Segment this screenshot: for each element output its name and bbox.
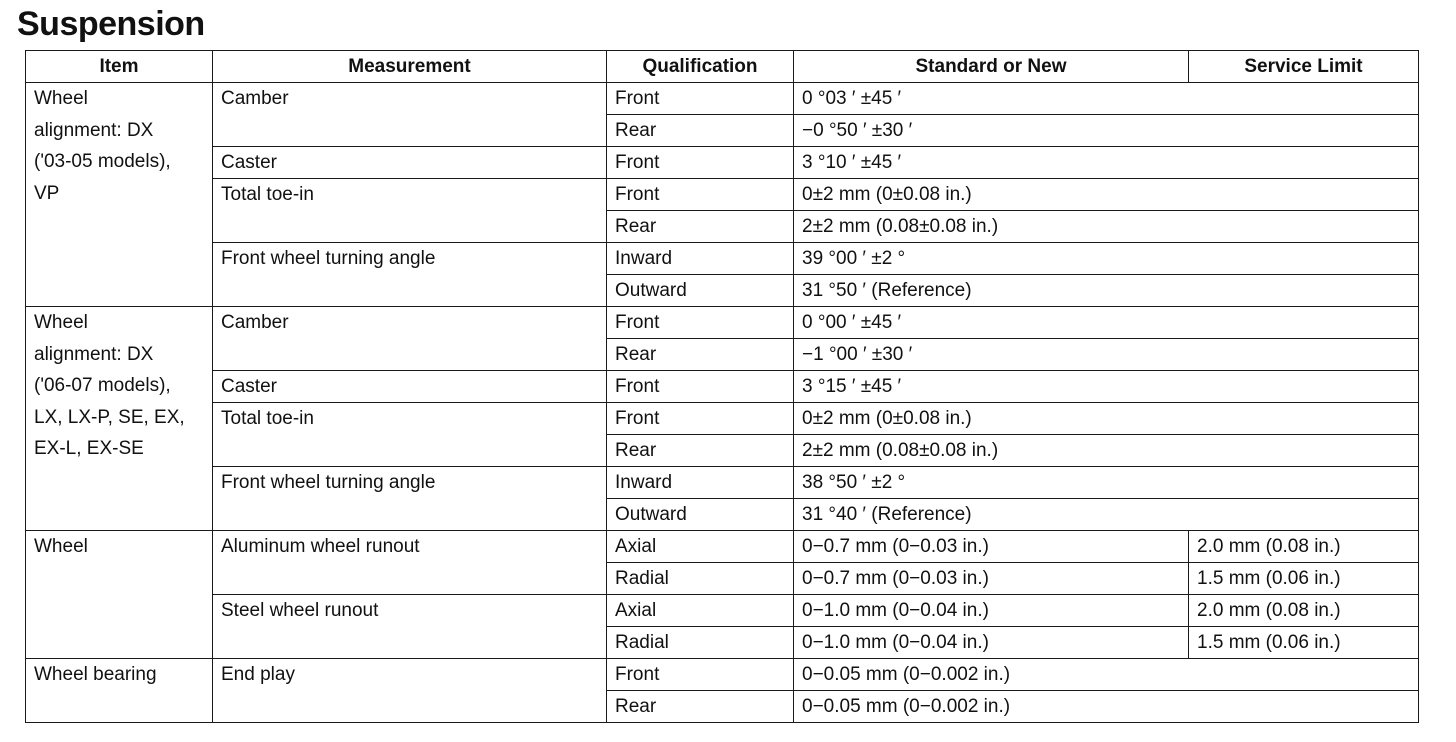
standard-value-cell: −0 °50 ′ ±30 ′: [794, 115, 1419, 147]
qualification-cell: Axial: [607, 595, 794, 627]
qualification-cell: Rear: [607, 435, 794, 467]
table-row: [26, 403, 1419, 435]
table-row: [26, 179, 1419, 211]
item-cell: [26, 531, 213, 659]
qualification-cell: Inward: [607, 467, 794, 499]
header-row: [26, 51, 1419, 83]
standard-value-cell: 3 °15 ′ ±45 ′: [794, 371, 1419, 403]
item-label-line: EX-L, EX-SE: [34, 438, 144, 459]
qualification-cell: Front: [607, 179, 794, 211]
item-label-line: Wheel: [34, 536, 88, 557]
standard-value-cell: 39 °00 ′ ±2 °: [794, 243, 1419, 275]
measurement-cell: Camber: [213, 307, 607, 371]
item-label-line: Wheel: [34, 88, 88, 109]
standard-value-cell: 0±2 mm (0±0.08 in.): [794, 403, 1419, 435]
table-row: [26, 531, 1419, 563]
measurement-cell: Total toe-in: [213, 179, 607, 243]
table-row: [26, 371, 1419, 403]
table-row: [26, 83, 1419, 115]
standard-value-cell: 0−0.05 mm (0−0.002 in.): [794, 659, 1419, 691]
service-limit-cell: 2.0 mm (0.08 in.): [1189, 595, 1419, 627]
qualification-cell: Front: [607, 659, 794, 691]
item-label-line: alignment: DX: [34, 343, 154, 365]
standard-value-cell: 0 °00 ′ ±45 ′: [794, 307, 1419, 339]
qualification-cell: Front: [607, 371, 794, 403]
spec-table-body: [26, 83, 1419, 723]
header-item: Item: [26, 51, 213, 83]
header-service-limit: Service Limit: [1189, 51, 1419, 83]
standard-value-cell: 31 °50 ′ (Reference): [794, 275, 1419, 307]
qualification-cell: Outward: [607, 499, 794, 531]
qualification-cell: Front: [607, 403, 794, 435]
item-cell: [26, 659, 213, 723]
measurement-cell: Camber: [213, 83, 607, 147]
qualification-cell: Outward: [607, 275, 794, 307]
item-label-line: VP: [34, 182, 60, 204]
suspension-spec-table: [25, 50, 1419, 723]
standard-value-cell: 2±2 mm (0.08±0.08 in.): [794, 211, 1419, 243]
qualification-cell: Rear: [607, 211, 794, 243]
measurement-cell: Aluminum wheel runout: [213, 531, 607, 595]
standard-value-cell: 3 °10 ′ ±45 ′: [794, 147, 1419, 179]
standard-value-cell: 2±2 mm (0.08±0.08 in.): [794, 435, 1419, 467]
item-cell: [26, 307, 213, 531]
table-row: [26, 243, 1419, 275]
measurement-cell: Steel wheel runout: [213, 595, 607, 659]
item-label-line: Wheel bearing: [34, 664, 157, 685]
item-label-line: alignment: DX: [34, 119, 154, 141]
table-row: [26, 659, 1419, 691]
qualification-cell: Front: [607, 83, 794, 115]
qualification-cell: Rear: [607, 691, 794, 723]
table-row: [26, 147, 1419, 179]
item-label-line: ('06-07 models),: [34, 375, 171, 396]
qualification-cell: Front: [607, 307, 794, 339]
qualification-cell: Radial: [607, 627, 794, 659]
header-qualification: Qualification: [607, 51, 794, 83]
service-limit-cell: 1.5 mm (0.06 in.): [1189, 563, 1419, 595]
measurement-cell: Caster: [213, 147, 607, 179]
table-row: [26, 307, 1419, 339]
standard-value-cell: 0−0.05 mm (0−0.002 in.): [794, 691, 1419, 723]
standard-value-cell: 0−0.7 mm (0−0.03 in.): [794, 531, 1189, 563]
standard-value-cell: 38 °50 ′ ±2 °: [794, 467, 1419, 499]
standard-value-cell: 0−1.0 mm (0−0.04 in.): [794, 627, 1189, 659]
qualification-cell: Rear: [607, 339, 794, 371]
header-standard: Standard or New: [794, 51, 1189, 83]
standard-value-cell: −1 °00 ′ ±30 ′: [794, 339, 1419, 371]
service-limit-cell: 1.5 mm (0.06 in.): [1189, 627, 1419, 659]
measurement-cell: Front wheel turning angle: [213, 243, 607, 307]
qualification-cell: Axial: [607, 531, 794, 563]
standard-value-cell: 0−1.0 mm (0−0.04 in.): [794, 595, 1189, 627]
page-title: Suspension: [17, 5, 205, 43]
table-row: [26, 595, 1419, 627]
standard-value-cell: 0 °03 ′ ±45 ′: [794, 83, 1419, 115]
item-label-line: ('03-05 models),: [34, 151, 171, 172]
item-label-line: LX, LX-P, SE, EX,: [34, 406, 185, 428]
standard-value-cell: 0±2 mm (0±0.08 in.): [794, 179, 1419, 211]
qualification-cell: Front: [607, 147, 794, 179]
standard-value-cell: 31 °40 ′ (Reference): [794, 499, 1419, 531]
measurement-cell: Caster: [213, 371, 607, 403]
measurement-cell: Front wheel turning angle: [213, 467, 607, 531]
item-label-line: Wheel: [34, 312, 88, 333]
qualification-cell: Rear: [607, 115, 794, 147]
measurement-cell: Total toe-in: [213, 403, 607, 467]
service-limit-cell: 2.0 mm (0.08 in.): [1189, 531, 1419, 563]
measurement-cell: End play: [213, 659, 607, 723]
qualification-cell: Radial: [607, 563, 794, 595]
standard-value-cell: 0−0.7 mm (0−0.03 in.): [794, 563, 1189, 595]
item-cell: [26, 83, 213, 307]
qualification-cell: Inward: [607, 243, 794, 275]
table-row: [26, 467, 1419, 499]
header-measurement: Measurement: [213, 51, 607, 83]
